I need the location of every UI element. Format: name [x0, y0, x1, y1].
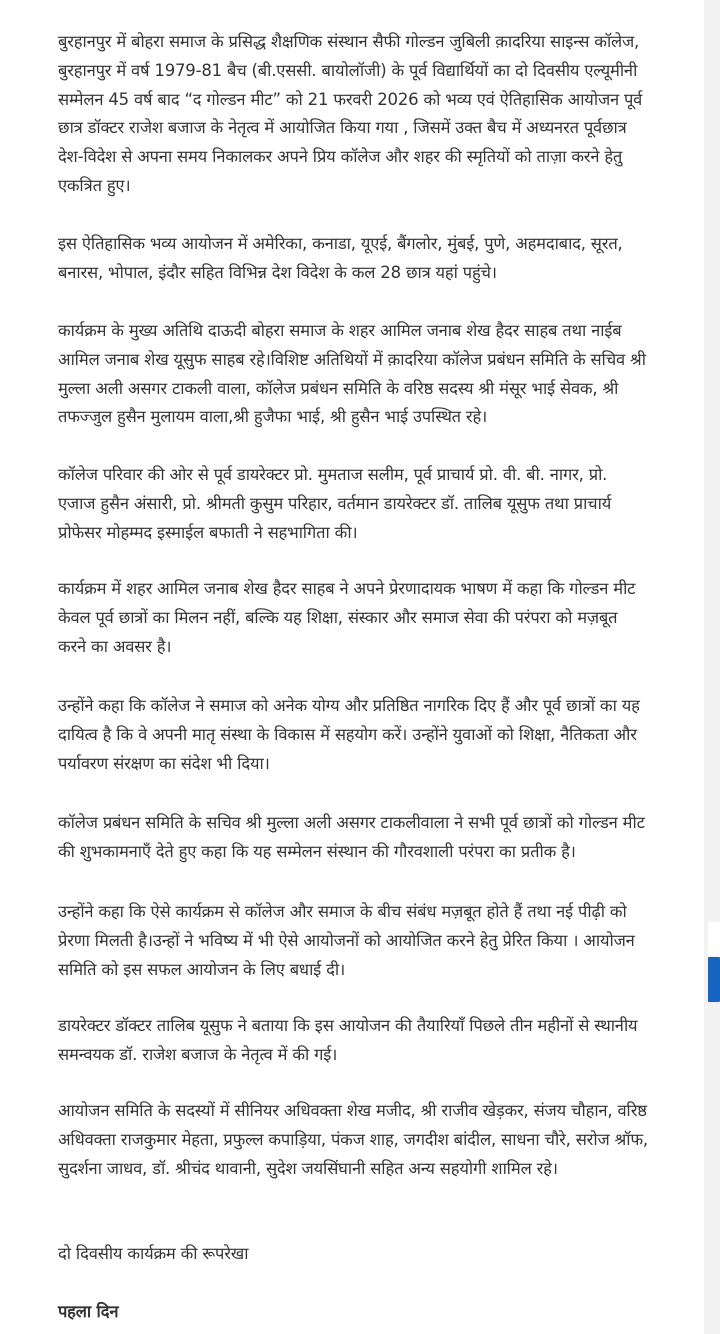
article-paragraph-10: आयोजन समिति के सदस्यों में सीनियर अधिवक्ता शेख मजीद, श्री राजीव खेड़कर, संजय चौहान, वरिष्ठ अधिवक्ता राजकुमार मेहता, प्रफुल्ल कपाड़िया, पंकज शाह, जगदीश बांदील, साधना चौरे, सरोज श्रॉफ, सुदर्शना जाधव, डॉ. श्रीचंद थावानी, सुदेश जयसिंघानी सहित अन्य सहयोगी शामिल रहे।	[58, 1101, 648, 1178]
article-paragraph-4: कॉलेज परिवार की ओर से पूर्व डायरेक्टर प्रो. मुमताज सलीम, पूर्व प्राचार्य प्रो. वी. बी. नागर, प्रो. एजाज हुसैन अंसारी, प्रो. श्रीमती कुसुम परिहार, वर्तमान डायरेक्टर डॉ. तालिब यूसुफ तथा प्राचार्य प्रोफेसर मोहम्मद इस्माईल बफाती ने सहभागिता की।	[58, 465, 612, 542]
article-paragraph-7: कॉलेज प्रबंधन समिति के सचिव श्री मुल्ला अली असगर टाकलीवाला ने सभी पूर्व छात्रों को गोल्डन मीट की शुभकामनाएँ देते हुए कहा कि यह सम्मेलन संस्थान की गौरवशाली परंपरा का प्रतीक है।	[58, 813, 645, 861]
scrollbar-gap	[708, 922, 720, 956]
article-paragraph-11: दो दिवसीय कार्यक्रम की रूपरेखा	[58, 1244, 249, 1263]
article-paragraph-6: उन्होंने कहा कि कॉलेज ने समाज को अनेक योग्य और प्रतिष्ठित नागरिक दिए हैं और पूर्व छात्रों का यह दायित्व है कि वे अपनी मातृ संस्था के विकास में सहयोग करें। उन्होंने युवाओं को शिक्षा, नैतिकता और पर्यावरण संरक्षण का संदेश भी दिया।	[58, 696, 640, 773]
scrollbar-track[interactable]	[704, 0, 720, 1334]
article-paragraph-2: इस ऐतिहासिक भव्य आयोजन में अमेरिका, कनाडा, यूएई, बैंगलोर, मुंबई, पुणे, अहमदाबाद, सूरत, बनारस, भोपाल, इंदौर सहित विभिन्न देश विदेश के कल 28 छात्र यहां पहुंचे।	[58, 234, 623, 282]
article-paragraph-5: कार्यक्रम में शहर आमिल जनाब शेख हैदर साहब ने अपने प्रेरणादायक भाषण में कहा कि गोल्डन मीट केवल पूर्व छात्रों का मिलन नहीं, बल्कि यह शिक्षा, संस्कार और समाज सेवा की परंपरा को मज़बूत करने का अवसर है।	[58, 579, 636, 656]
article-paragraph-8: उन्होंने कहा कि ऐसे कार्यक्रम से कॉलेज और समाज के बीच संबंध मज़बूत होते हैं तथा नई पीढ़ी को प्रेरणा मिलती है।उन्हों ने भविष्य में भी ऐसे आयोजनों को आयोजित करने हेतु प्रेरित किया । आयोजन समिति को इस सफल आयोजन के लिए बधाई दी।	[58, 902, 635, 979]
article-paragraph-9: डायरेक्टर डॉक्टर तालिब यूसुफ ने बताया कि इस आयोजन की तैयारियाँ पिछले तीन महीनों से स्थानीय समन्वयक डॉ. राजेश बजाज के नेतृत्व में की गई।	[58, 1016, 638, 1064]
article-paragraph-1: बुरहानपुर में बोहरा समाज के प्रसिद्ध शैक्षणिक संस्थान सैफी गोल्डन जुबिली क़ादरिया साइन्स कॉलेज, बुरहानपुर में वर्ष 1979-81 बैच (बी.एससी. बायोलॉजी) के पूर्व विद्यार्थियों का दो दिवसीय एल्यूमीनी सम्मेलन 45 वर्ष बाद “द गोल्डन मीट” को 21 फरवरी 2026 को भव्य एवं ऐतिहासिक आयोजन पूर्व छात्र डॉक्टर राजेश बजाज के नेतृत्व में आयोजित किया गया , जिसमें उक्त बैच में अध्यनरत पूर्वछात्र देश-विदेश से अपना समय निकालकर अपने प्रिय कॉलेज और शहर की स्मृतियों को ताज़ा करने हेतु एकत्रित हुए।	[58, 32, 643, 195]
article-paragraph-3: कार्यक्रम के मुख्य अतिथि दाऊदी बोहरा समाज के शहर आमिल जनाब शेख हैदर साहब तथा नाईब आमिल जनाब शेख यूसुफ साहब रहे।विशिष्ट अतिथियों में क़ादरिया कॉलेज प्रबंधन समिति के सचिव श्री मुल्ला अली असगर टाकली वाला, कॉलेज प्रबंधन समिति के वरिष्ठ सदस्य श्री मंसूर भाई सेवक, श्री तफज्जुल हुसैन मुलायम वाला,श्री हुजैफा भाई, श्री हुसैन भाई उपस्थित रहे।	[58, 321, 646, 427]
section-subheading: पहला दिन	[58, 1302, 119, 1321]
scrollbar-thumb[interactable]	[708, 957, 720, 1002]
